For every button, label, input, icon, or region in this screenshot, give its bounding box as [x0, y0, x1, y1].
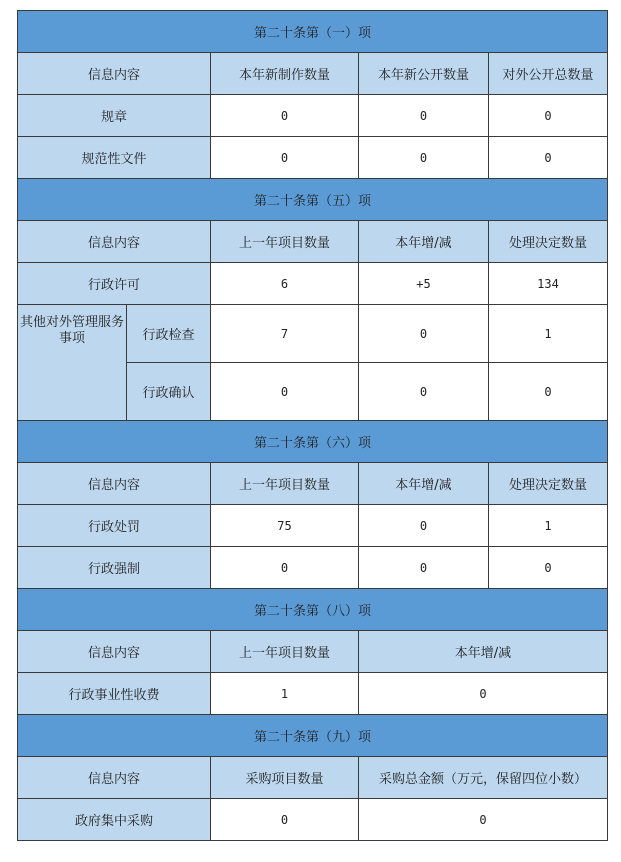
row-label: 行政处罚	[18, 505, 211, 547]
row-label: 行政检查	[127, 305, 211, 363]
row-label: 规范性文件	[18, 137, 211, 179]
row-label: 行政确认	[127, 363, 211, 421]
cell-value: 0	[489, 95, 608, 137]
header-new-made: 本年新制作数量	[211, 53, 359, 95]
cell-value: 0	[211, 137, 359, 179]
cell-value: 0	[359, 137, 489, 179]
header-decisions: 处理决定数量	[489, 221, 608, 263]
table-row	[18, 505, 608, 547]
cell-value: 1	[489, 305, 608, 363]
header-total-public: 对外公开总数量	[489, 53, 608, 95]
header-info-content: 信息内容	[18, 221, 211, 263]
cell-value: 1	[489, 505, 608, 547]
header-info-content: 信息内容	[18, 463, 211, 505]
header-change: 本年增/减	[359, 631, 608, 673]
cell-value: 0	[359, 673, 608, 715]
other-services-label: 其他对外管理服务事项	[18, 305, 127, 421]
cell-value: 7	[211, 305, 359, 363]
cell-value: 0	[359, 505, 489, 547]
table-row	[18, 799, 608, 841]
header-prev-count: 上一年项目数量	[211, 631, 359, 673]
row-label: 行政强制	[18, 547, 211, 589]
row-label: 规章	[18, 95, 211, 137]
cell-value: 0	[211, 95, 359, 137]
cell-value: 1	[211, 673, 359, 715]
header-purchase-amount: 采购总金额（万元，保留四位小数）	[359, 757, 608, 799]
table-row	[18, 137, 608, 179]
cell-value: 0	[489, 137, 608, 179]
cell-value: 0	[489, 547, 608, 589]
table-row	[18, 305, 608, 363]
table-row	[18, 263, 608, 305]
table-row	[18, 673, 608, 715]
header-change: 本年增/减	[359, 221, 489, 263]
cell-value: 6	[211, 263, 359, 305]
row-label: 行政事业性收费	[18, 673, 211, 715]
header-new-public: 本年新公开数量	[359, 53, 489, 95]
header-prev-count: 上一年项目数量	[211, 463, 359, 505]
cell-value: 0	[359, 799, 608, 841]
header-decisions: 处理决定数量	[489, 463, 608, 505]
header-info-content: 信息内容	[18, 757, 211, 799]
cell-value: 0	[359, 305, 489, 363]
table-row	[18, 547, 608, 589]
table-row	[18, 95, 608, 137]
cell-value: 0	[359, 547, 489, 589]
header-purchase-count: 采购项目数量	[211, 757, 359, 799]
cell-value: 0	[489, 363, 608, 421]
header-info-content: 信息内容	[18, 53, 211, 95]
section-title-5: 第二十条第（五）项	[18, 179, 608, 221]
row-label: 政府集中采购	[18, 799, 211, 841]
cell-value: 75	[211, 505, 359, 547]
cell-value: 0	[359, 95, 489, 137]
disclosure-table	[17, 10, 608, 841]
row-label: 行政许可	[18, 263, 211, 305]
section-title-9: 第二十条第（九）项	[18, 715, 608, 757]
section-title-8: 第二十条第（八）项	[18, 589, 608, 631]
section-title-1: 第二十条第（一）项	[18, 11, 608, 53]
header-prev-count: 上一年项目数量	[211, 221, 359, 263]
section-title-6: 第二十条第（六）项	[18, 421, 608, 463]
cell-value: 0	[211, 799, 359, 841]
cell-value: 134	[489, 263, 608, 305]
header-info-content: 信息内容	[18, 631, 211, 673]
cell-value: 0	[211, 547, 359, 589]
cell-value: 0	[211, 363, 359, 421]
cell-value: 0	[359, 363, 489, 421]
header-change: 本年增/减	[359, 463, 489, 505]
cell-value: +5	[359, 263, 489, 305]
